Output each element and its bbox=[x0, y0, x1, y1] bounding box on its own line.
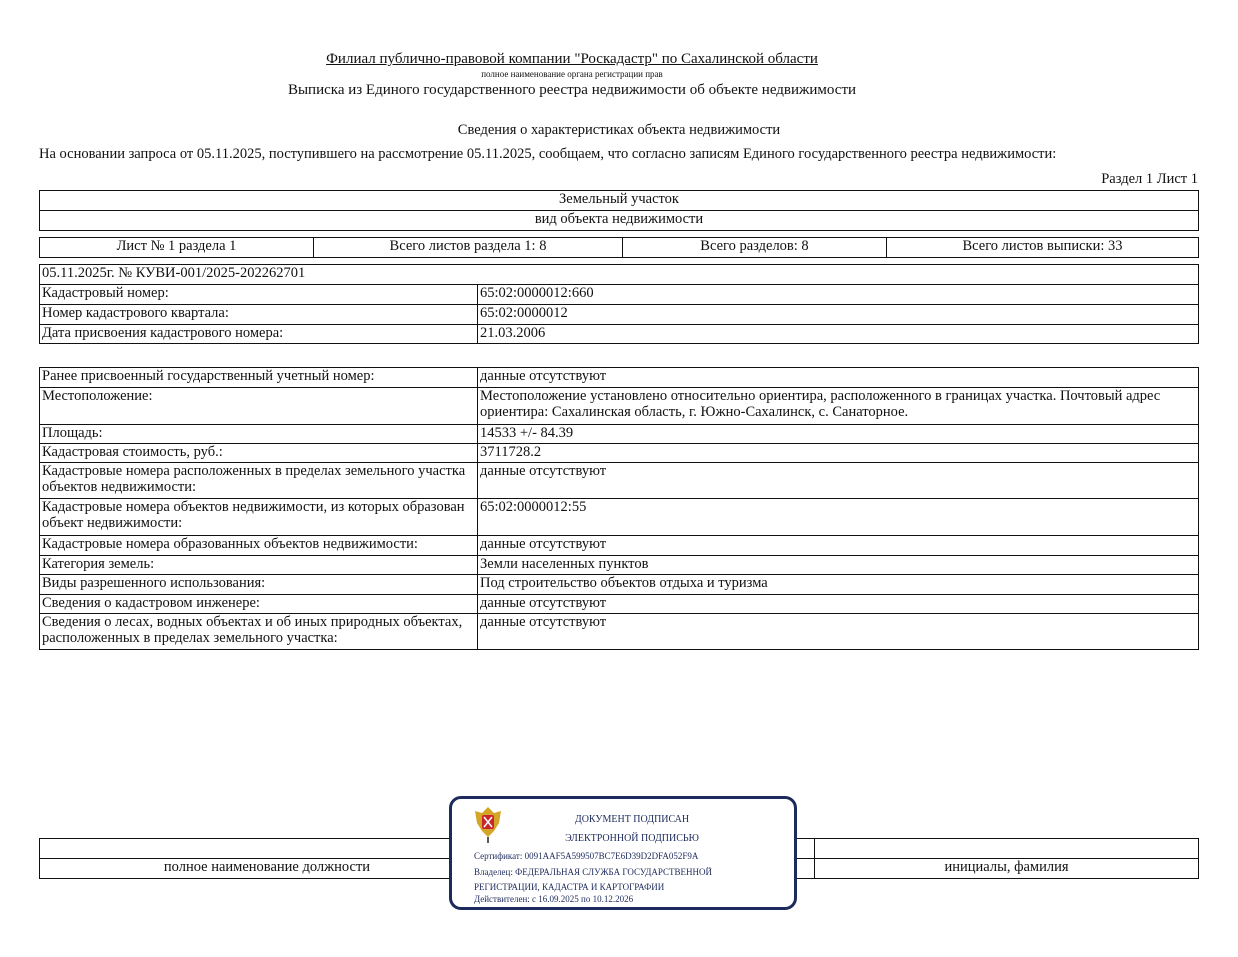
table-row bbox=[40, 444, 1199, 463]
row-value: 14533 +/- 84.39 bbox=[478, 425, 1199, 444]
main-info-table bbox=[39, 264, 1199, 344]
object-type-table bbox=[39, 190, 1199, 231]
stamp-line2: ЭЛЕКТРОННОЙ ПОДПИСЬЮ bbox=[565, 833, 699, 844]
table-row bbox=[40, 499, 1199, 536]
extract-sheets-total: Всего листов выписки: 33 bbox=[887, 238, 1199, 258]
stamp-validity: Действителен: с 16.09.2025 по 10.12.2026 bbox=[474, 894, 634, 904]
record-id: 05.11.2025г. № КУВИ-001/2025-202262701 bbox=[40, 265, 1199, 285]
row-value: данные отсутствуют bbox=[478, 536, 1199, 556]
row-label: Кадастровый номер: bbox=[40, 285, 478, 305]
row-value: Местоположение установлено относительно ориентира, расположенного в границах участка. Почтовый адрес ориентира: Сахалинская область, г. Южно-Сахалинск, с. Санаторное. bbox=[478, 388, 1199, 425]
row-label: Местоположение: bbox=[40, 388, 478, 425]
row-label: Дата присвоения кадастрового номера: bbox=[40, 325, 478, 344]
row-value: 65:02:0000012:55 bbox=[478, 499, 1199, 536]
row-value: Земли населенных пунктов bbox=[478, 556, 1199, 575]
row-label: Сведения о кадастровом инженере: bbox=[40, 595, 478, 614]
object-type-caption: вид объекта недвижимости bbox=[40, 211, 1199, 231]
row-label: Номер кадастрового квартала: bbox=[40, 305, 478, 325]
sections-total: Всего разделов: 8 bbox=[623, 238, 887, 258]
section-sheets-total: Всего листов раздела 1: 8 bbox=[314, 238, 623, 258]
row-value: 21.03.2006 bbox=[478, 325, 1199, 344]
table-row bbox=[40, 305, 1199, 325]
row-value: Под строительство объектов отдыха и туризма bbox=[478, 575, 1199, 595]
stamp-certificate: Сертификат: 0091AAF5A599507BC7E6D39D2DFA052F9A bbox=[474, 851, 699, 861]
section-sheet: Раздел 1 Лист 1 bbox=[1101, 171, 1198, 187]
table-row bbox=[40, 325, 1199, 344]
table-row bbox=[40, 595, 1199, 614]
stamp-owner-cont: РЕГИСТРАЦИИ, КАДАСТРА И КАРТОГРАФИИ bbox=[474, 882, 665, 892]
details-table bbox=[39, 367, 1199, 650]
row-label: Ранее присвоенный государственный учетный номер: bbox=[40, 368, 478, 388]
coat-of-arms-icon bbox=[472, 803, 504, 843]
object-type: Земельный участок bbox=[40, 191, 1199, 211]
stamp-owner: Владелец: ФЕДЕРАЛЬНАЯ СЛУЖБА ГОСУДАРСТВЕННОЙ bbox=[474, 867, 713, 877]
name-caption: инициалы, фамилия bbox=[815, 859, 1199, 879]
row-label: Кадастровые номера образованных объектов недвижимости: bbox=[40, 536, 478, 556]
table-row bbox=[40, 536, 1199, 556]
row-label: Категория земель: bbox=[40, 556, 478, 575]
row-label: Площадь: bbox=[40, 425, 478, 444]
row-value: данные отсутствуют bbox=[478, 614, 1199, 650]
document-title: Выписка из Единого государственного реестра недвижимости об объекте недвижимости bbox=[287, 82, 857, 98]
row-value: данные отсутствуют bbox=[478, 368, 1199, 388]
table-row bbox=[40, 614, 1199, 650]
position-caption: полное наименование должности bbox=[40, 859, 495, 879]
electronic-signature-stamp bbox=[449, 796, 797, 910]
table-row bbox=[40, 556, 1199, 575]
row-value: 65:02:0000012:660 bbox=[478, 285, 1199, 305]
row-value: данные отсутствуют bbox=[478, 463, 1199, 499]
table-row bbox=[40, 425, 1199, 444]
row-value: 3711728.2 bbox=[478, 444, 1199, 463]
table-row bbox=[40, 463, 1199, 499]
table-row bbox=[40, 368, 1199, 388]
row-label: Кадастровые номера объектов недвижимости, из которых образован объект недвижимости: bbox=[40, 499, 478, 536]
org-caption: полное наименование органа регистрации прав bbox=[481, 69, 663, 79]
document-subtitle: Сведения о характеристиках объекта недвижимости bbox=[457, 122, 781, 138]
sheet-number: Лист № 1 раздела 1 bbox=[40, 238, 314, 258]
org-name: Филиал публично-правовой компании "Роскадастр" по Сахалинской области bbox=[326, 51, 818, 67]
table-row bbox=[40, 575, 1199, 595]
row-value: данные отсутствуют bbox=[478, 595, 1199, 614]
row-value: 65:02:0000012 bbox=[478, 305, 1199, 325]
stamp-line1: ДОКУМЕНТ ПОДПИСАН bbox=[574, 814, 690, 825]
intro-text: На основании запроса от 05.11.2025, поступившего на рассмотрение 05.11.2025, сообщаем, что согласно записям Единого государственного реестра недвижимости: bbox=[39, 146, 1057, 162]
table-row bbox=[40, 285, 1199, 305]
row-label: Кадастровые номера расположенных в пределах земельного участка объектов недвижимости: bbox=[40, 463, 478, 499]
sheets-table bbox=[39, 237, 1199, 258]
row-label: Сведения о лесах, водных объектах и об иных природных объектах, расположенных в пределах земельного участка: bbox=[40, 614, 478, 650]
row-label: Кадастровая стоимость, руб.: bbox=[40, 444, 478, 463]
table-row bbox=[40, 388, 1199, 425]
row-label: Виды разрешенного использования: bbox=[40, 575, 478, 595]
